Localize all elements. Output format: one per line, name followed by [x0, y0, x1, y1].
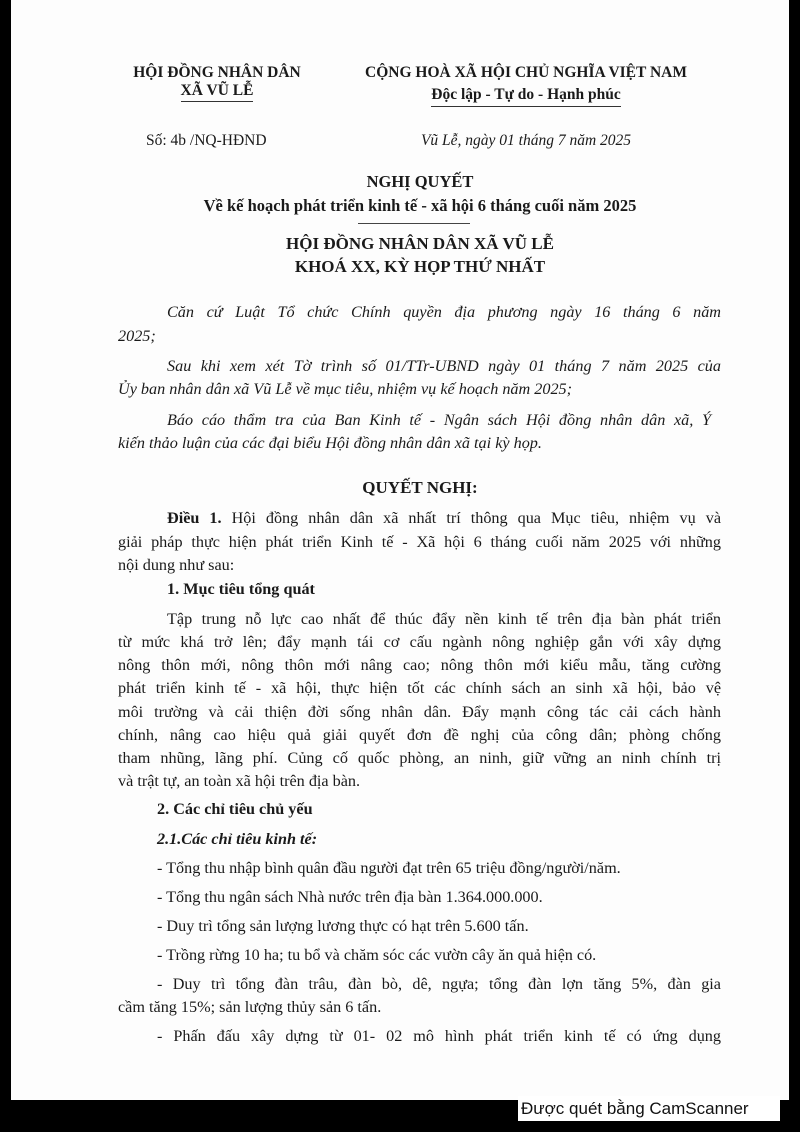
target-item: - Tổng thu ngân sách Nhà nước trên địa bàn 1.364.000.000.: [157, 888, 543, 906]
target-item: - Trồng rừng 10 ha; tu bổ và chăm sóc các vườn cây ăn quả hiện có.: [157, 946, 597, 964]
document-type-title: NGHỊ QUYẾT: [366, 172, 474, 191]
preamble-review-line1: Báo cáo thẩm tra của Ban Kinh tế - Ngân sách Hội đồng nhân dân xã, Ý: [167, 411, 711, 429]
article1-line1-text: Hội đồng nhân dân xã nhất trí thông qua Mục tiêu, nhiệm vụ và: [221, 509, 722, 527]
camscanner-watermark: Được quét bằng CamScanner: [518, 1096, 780, 1121]
resolution-heading: QUYẾT NGHỊ:: [362, 478, 478, 497]
document-page: [11, 0, 789, 1100]
section1-paragraph-line: và trật tự, an toàn xã hội trên địa bàn.: [118, 772, 361, 790]
article1-line2: giải pháp thực hiện phát triển Kinh tế - Xã hội 6 tháng cuối năm 2025 với những: [118, 533, 721, 551]
article1-line1: [167, 509, 721, 528]
preamble-proposal-line1: Sau khi xem xét Tờ trình số 01/TTr-UBND ngày 01 tháng 7 năm 2025 của: [167, 357, 721, 375]
title-divider: [358, 223, 470, 224]
model-target-line1: - Phấn đấu xây dựng từ 01- 02 mô hình phát triển kinh tế có ứng dụng: [157, 1027, 721, 1045]
document-number: Số: 4b /NQ-HĐND: [146, 132, 267, 149]
preamble-review-line2: kiến thảo luận của các đại biểu Hội đồng nhân dân xã tại kỳ họp.: [118, 434, 542, 452]
place-and-date: Vũ Lễ, ngày 01 tháng 7 năm 2025: [420, 132, 632, 149]
target-item: - Duy trì tổng sản lượng lương thực có hạt trên 5.600 tấn.: [157, 917, 529, 935]
section21-title: 2.1.Các chỉ tiêu kinh tế:: [157, 830, 318, 848]
preamble-legal-basis-line2: 2025;: [118, 327, 156, 345]
target-item: - Tổng thu nhập bình quân đầu người đạt trên 65 triệu đồng/người/năm.: [157, 859, 621, 877]
council-session: KHOÁ XX, KỲ HỌP THỨ NHẤT: [294, 257, 546, 276]
livestock-target-line2: cầm tăng 15%; sản lượng thủy sản 6 tấn.: [118, 998, 382, 1016]
nation-name: CỘNG HOÀ XÃ HỘI CHỦ NGHĨA VIỆT NAM: [365, 64, 687, 81]
section1-paragraph-line: nông thôn mới, nông thôn mới nâng cao; nông thôn mới kiểu mẫu, tăng cường: [118, 656, 721, 674]
section1-paragraph-line: từ mức khá trở lên; đẩy mạnh tái cơ cấu ngành nông nghiệp gắn với xây dựng: [118, 633, 721, 651]
article1-label: Điều 1.: [167, 509, 222, 527]
national-motto-text: Độc lập - Tự do - Hạnh phúc: [431, 86, 620, 107]
document-subject: Về kế hoạch phát triển kinh tế - xã hội 6 tháng cuối năm 2025: [203, 196, 637, 215]
council-name: HỘI ĐỒNG NHÂN DÂN XÃ VŨ LỄ: [286, 234, 554, 253]
issuer-org-name: HỘI ĐỒNG NHÂN DÂN: [133, 64, 301, 81]
section1-paragraph-line: Tập trung nỗ lực cao nhất để thúc đẩy nền kinh tế trên địa bàn phát triển: [167, 610, 721, 628]
preamble-legal-basis-line1: Căn cứ Luật Tổ chức Chính quyền địa phương ngày 16 tháng 6 năm: [167, 303, 721, 321]
section1-paragraph-line: môi trường và cải thiện đời sống nhân dân. Đẩy mạnh công tác cải cách hành: [118, 703, 721, 721]
section1-paragraph-line: tham nhũng, lãng phí. Củng cố quốc phòng, an ninh, giữ vững an ninh chính trị: [118, 749, 721, 767]
national-motto: [336, 86, 716, 104]
section1-title: 1. Mục tiêu tổng quát: [167, 580, 315, 598]
article1-line3: nội dung như sau:: [118, 556, 235, 574]
issuer-commune-text: XÃ VŨ LỄ: [181, 82, 254, 102]
section1-paragraph-line: chính, nâng cao hiệu quả giải quyết đơn đề nghị của công dân; phòng chống: [118, 726, 721, 744]
livestock-target-line1: - Duy trì tổng đàn trâu, đàn bò, dê, ngựa; tổng đàn lợn tăng 5%, đàn gia: [157, 975, 721, 993]
preamble-proposal-line2: Ủy ban nhân dân xã Vũ Lễ về mục tiêu, nhiệm vụ kế hoạch năm 2025;: [118, 380, 573, 398]
section2-title: 2. Các chỉ tiêu chủ yếu: [157, 800, 313, 818]
section1-paragraph-line: phát triển kinh tế - xã hội, thực hiện tốt các chính sách an sinh xã hội, bảo vệ: [118, 679, 721, 697]
issuer-commune: [107, 82, 327, 100]
